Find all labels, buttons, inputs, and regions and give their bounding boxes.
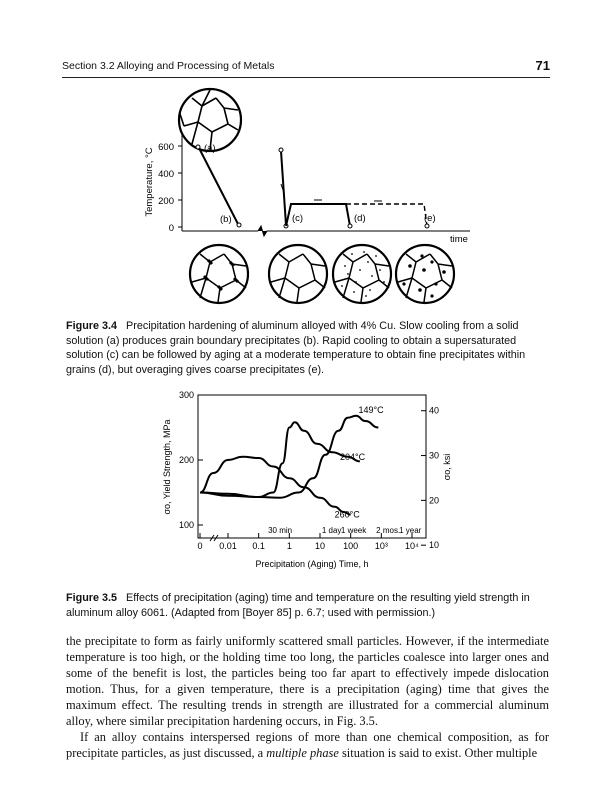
y-tick-label: 300	[178, 390, 194, 400]
label-b: (b)	[220, 214, 232, 225]
y-axis-label: σo, Yield Strength, MPa	[162, 419, 172, 515]
x-tick-label: 10⁴	[405, 541, 419, 551]
time-annotation: 1 day	[321, 526, 342, 535]
figure-3-5-chart	[150, 385, 460, 570]
x-axis-label: Precipitation (Aging) Time, h	[255, 559, 369, 569]
y2-tick-label: 20	[429, 495, 440, 506]
y2-tick-label: 40	[429, 405, 440, 416]
x-tick-label: 10³	[374, 541, 388, 551]
y2-axis-label: σo, ksi	[442, 453, 452, 481]
figure-3-5-caption-text: Effects of precipitation (aging) time and temperature on the resulting yield strength in aluminum alloy 6061. (Adapted from [Boyer 85] p. 6.7; used with permission.)	[66, 592, 530, 619]
section-title: Section 3.2 Alloying and Processing of Metals	[62, 60, 275, 72]
running-header	[62, 59, 550, 75]
page-number: 71	[535, 58, 550, 73]
x-axis-label: time	[450, 234, 468, 245]
time-annotation: 1 year	[399, 526, 422, 535]
figure-3-4-caption-text: Precipitation hardening of aluminum alloyed with 4% Cu. Slow cooling from a solid solution (a) produces grain boundary precipitates (b). Rapid cooling to obtain a supersaturated solution (c) can be followed by aging at a moderate temperature to obtain fine precipitates within grains (d), but overaging gives coarse precipitates (e).	[66, 320, 526, 376]
x-tick-label: 10	[314, 541, 326, 551]
figure-3-5-caption	[66, 591, 544, 620]
label-a: (a)	[204, 143, 216, 154]
y-tick-600: 600	[158, 142, 174, 153]
figure-3-5-label: Figure 3.5	[66, 592, 118, 604]
x-tick-label: 100	[343, 541, 359, 551]
y-axis-label: Temperature, °C	[144, 147, 155, 217]
x-tick-label: 0.01	[219, 541, 237, 551]
x-tick-label: 1	[286, 541, 292, 551]
grain-illustration-e	[396, 245, 454, 303]
header-rule	[62, 77, 550, 78]
label-e: (e)	[424, 213, 436, 224]
plot-frame	[198, 395, 426, 538]
figure-3-4-label: Figure 3.4	[66, 320, 118, 332]
label-c: (c)	[292, 213, 304, 224]
series-label: 149°C	[358, 404, 384, 415]
y-tick-0: 0	[168, 223, 174, 234]
grain-illustration-b	[190, 245, 248, 303]
series-label: 260°C	[334, 509, 360, 520]
time-annotation: 30 min	[268, 526, 293, 535]
y2-tick-label: 30	[429, 450, 440, 461]
time-annotation: 2 mos.	[376, 526, 401, 535]
time-annotation: 1 week	[340, 526, 367, 535]
grain-illustration-c	[269, 245, 327, 303]
figure-3-4-caption	[66, 319, 544, 377]
series-label: 204°C	[340, 451, 366, 462]
paragraph-1: the precipitate to form as fairly uniformly scattered small particles. However, if the intermediate temperature is too high, or the holding time too long, the particles coalesce into larger ones and some of the benefit is lost, the particles being too far apart to effectively impede dislocation motion. Thus, for a given temperature, there is a precipitation (aging) time that gives the maximum effect. The resulting trends in strength are illustrated for a commercial aluminum alloy, where similar precipitation hardening occurs, in Fig. 3.5.	[66, 634, 549, 728]
x-tick-label: 0.1	[252, 541, 265, 551]
slow-cooling-path	[196, 145, 241, 227]
series-line-260C	[200, 457, 351, 515]
label-d: (d)	[354, 213, 366, 224]
figure-3-4	[140, 84, 480, 314]
y-tick-label: 100	[178, 520, 194, 530]
y-tick-400: 400	[158, 169, 174, 180]
y-tick-label: 200	[178, 455, 194, 465]
grain-illustration-d	[333, 245, 391, 303]
x-tick-label: 0	[197, 541, 203, 551]
multiple-phase-term: multiple phase	[266, 746, 339, 760]
grain-illustration-a	[179, 89, 241, 151]
y-tick-200: 200	[158, 196, 174, 207]
y2-tick-label: 10	[429, 540, 440, 551]
paragraph-2	[66, 729, 549, 761]
body-text	[66, 633, 549, 761]
paragraph-2-end: situation is said to exist. Other multiple	[338, 746, 538, 760]
paragraph-2-start: If an alloy contains interspersed regions of more than one chemical composition, as for precipitate particles, as just discussed, a	[66, 730, 549, 760]
